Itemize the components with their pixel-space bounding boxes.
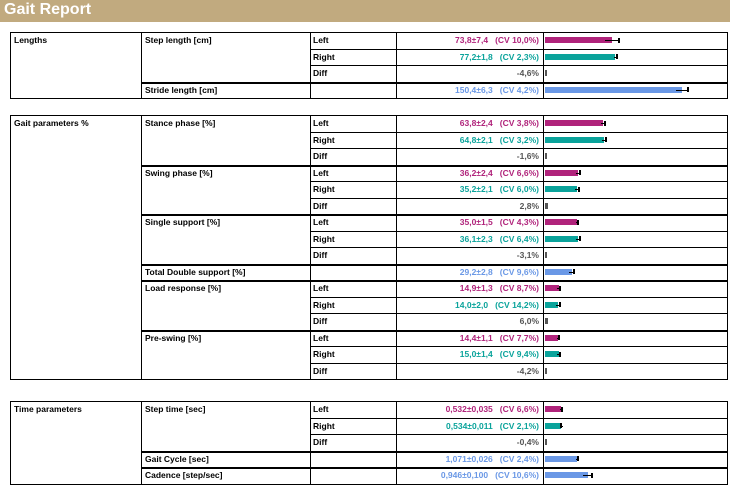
- value-cell: [396, 420, 539, 432]
- side-label: Diff: [313, 437, 328, 447]
- column-divider: [310, 401, 311, 485]
- error-cap: [577, 220, 579, 225]
- side-label: Right: [313, 184, 335, 194]
- side-label: Diff: [313, 200, 328, 211]
- row-divider: [310, 49, 728, 50]
- stat-value: 150,4±6,3: [455, 84, 493, 95]
- column-divider: [141, 32, 142, 99]
- value-bar: [545, 54, 615, 60]
- value-bar: [545, 186, 577, 192]
- error-cap: [559, 302, 561, 307]
- stat-value: 14,9±1,3: [459, 283, 493, 293]
- cv-value: (CV 8,7%): [499, 283, 539, 293]
- error-cap: [561, 407, 563, 412]
- error-cap: [560, 423, 562, 428]
- row-divider: [310, 247, 728, 248]
- value-cell: [396, 348, 539, 360]
- stat-value: -4,6%: [516, 68, 539, 78]
- param-label: Load response [%]: [145, 283, 222, 293]
- value-cell: [396, 403, 539, 415]
- row-divider: [310, 434, 728, 435]
- stat-value: 6,0%: [519, 316, 539, 326]
- cv-value: (CV 6,6%): [499, 167, 539, 178]
- error-cap: [616, 54, 618, 59]
- stat-value: 14,4±1,1: [459, 332, 493, 343]
- error-cap: [604, 121, 606, 126]
- value-bar: [545, 472, 588, 478]
- stat-value: 63,8±2,4: [459, 118, 493, 128]
- param-label: Single support [%]: [145, 217, 221, 227]
- param-label: Stance phase [%]: [145, 118, 216, 128]
- cv-value: (CV 9,6%): [499, 266, 539, 277]
- value-bar: [545, 37, 612, 43]
- side-label: Right: [313, 299, 335, 310]
- side-label: Left: [313, 35, 329, 45]
- column-divider: [141, 401, 142, 485]
- value-cell: [396, 150, 539, 162]
- side-label: Left: [313, 283, 329, 293]
- value-bar: [545, 137, 604, 143]
- stat-value: 1,071±0,026: [445, 453, 493, 464]
- stat-value: 35,0±1,5: [459, 217, 493, 227]
- stat-value: 15,0±1,4: [459, 349, 493, 359]
- cv-value: (CV 6,6%): [499, 404, 539, 414]
- cv-value: (CV 7,7%): [499, 332, 539, 343]
- stat-value: 77,2±1,8: [459, 51, 493, 62]
- stat-value: -4,2%: [516, 365, 539, 376]
- side-label: Diff: [313, 250, 328, 260]
- side-label: Right: [313, 349, 335, 359]
- stat-value: 0,534±0,011: [446, 420, 493, 431]
- value-cell: [396, 469, 539, 481]
- value-cell: [396, 249, 539, 261]
- side-label: Right: [313, 51, 335, 62]
- stat-value: -1,6%: [516, 151, 539, 161]
- param-label: Swing phase [%]: [145, 167, 213, 178]
- param-label: Cadence [step/sec]: [145, 470, 223, 480]
- value-cell: [396, 67, 539, 79]
- side-label: Diff: [313, 68, 328, 78]
- cv-value: (CV 2,3%): [499, 51, 539, 62]
- value-cell: [396, 200, 539, 212]
- param-label: Gait Cycle [sec]: [145, 453, 209, 464]
- row-divider: [310, 148, 728, 149]
- value-cell: [396, 299, 539, 311]
- value-bar: [545, 368, 547, 374]
- value-cell: [396, 266, 539, 278]
- value-cell: [396, 51, 539, 63]
- stat-value: -0,4%: [516, 437, 539, 447]
- value-bar: [545, 87, 682, 93]
- error-cap: [559, 286, 561, 291]
- cv-value: (CV 14,2%): [495, 299, 539, 310]
- value-cell: [396, 365, 539, 377]
- report-header: [0, 0, 730, 22]
- value-bar: [545, 406, 561, 412]
- row-divider: [310, 132, 728, 133]
- value-bar: [545, 170, 578, 176]
- stat-value: 36,2±2,4: [459, 167, 493, 178]
- value-cell: [396, 233, 539, 245]
- error-cap: [579, 170, 581, 175]
- side-label: Right: [313, 134, 335, 145]
- cv-value: (CV 2,4%): [499, 453, 539, 464]
- value-bar: [545, 439, 547, 445]
- stat-value: 14,0±2,0: [455, 299, 489, 310]
- side-label: Diff: [313, 365, 328, 376]
- param-label: Step time [sec]: [145, 404, 206, 414]
- stat-value: 0,946±0,100: [440, 470, 489, 480]
- value-cell: [396, 282, 539, 294]
- value-cell: [396, 315, 539, 327]
- stat-value: 2,8%: [519, 200, 539, 211]
- value-bar: [545, 219, 577, 225]
- row-divider: [310, 181, 728, 182]
- row-divider: [310, 363, 728, 364]
- param-label: Stride length [cm]: [145, 84, 218, 95]
- cv-value: (CV 6,4%): [499, 233, 539, 244]
- value-bar: [545, 236, 578, 242]
- side-label: Right: [313, 420, 335, 431]
- row-divider: [310, 346, 728, 347]
- stat-value: 35,2±2,1: [459, 184, 493, 194]
- error-cap: [579, 236, 581, 241]
- value-bar: [545, 120, 603, 126]
- cv-value: (CV 4,2%): [499, 84, 539, 95]
- value-cell: [396, 216, 539, 228]
- cv-value: (CV 10,6%): [495, 470, 539, 480]
- param-label: Total Double support [%]: [145, 266, 246, 277]
- value-bar: [545, 70, 547, 76]
- section-label: Gait parameters %: [14, 118, 89, 128]
- cv-value: (CV 9,4%): [499, 349, 539, 359]
- value-bar: [545, 269, 572, 275]
- stat-value: 0,532±0,035: [445, 404, 493, 414]
- error-bar: [605, 40, 618, 41]
- cv-value: (CV 6,0%): [499, 184, 539, 194]
- row-divider: [310, 313, 728, 314]
- side-label: Diff: [313, 316, 328, 326]
- report-title: Gait Report: [4, 1, 92, 18]
- side-label: Left: [313, 217, 329, 227]
- side-label: Left: [313, 332, 329, 343]
- section-label: Lengths: [14, 35, 48, 45]
- error-cap: [605, 137, 607, 142]
- side-label: Left: [313, 167, 329, 178]
- error-cap: [687, 87, 689, 92]
- column-divider: [141, 115, 142, 380]
- section-label: Time parameters: [14, 404, 82, 414]
- row-divider: [310, 231, 728, 232]
- row-divider: [310, 418, 728, 419]
- value-cell: [396, 453, 539, 465]
- value-cell: [396, 117, 539, 129]
- stat-value: 73,8±7,4: [455, 35, 489, 45]
- error-cap: [591, 473, 593, 478]
- value-bar: [545, 423, 561, 429]
- param-label: Step length [cm]: [145, 35, 212, 45]
- side-label: Left: [313, 404, 329, 414]
- stat-value: 64,8±2,1: [459, 134, 493, 145]
- cv-value: (CV 4,3%): [499, 217, 539, 227]
- value-bar: [545, 203, 548, 209]
- stat-value: -3,1%: [516, 250, 539, 260]
- value-cell: [396, 167, 539, 179]
- value-cell: [396, 34, 539, 46]
- value-bar: [545, 456, 577, 462]
- side-label: Right: [313, 233, 335, 244]
- value-bar: [545, 318, 548, 324]
- cv-value: (CV 2,1%): [499, 420, 539, 431]
- cv-value: (CV 3,8%): [499, 118, 539, 128]
- value-bar: [545, 153, 547, 159]
- side-label: Diff: [313, 151, 328, 161]
- error-cap: [577, 456, 579, 461]
- cv-value: (CV 3,2%): [499, 134, 539, 145]
- row-divider: [310, 65, 728, 66]
- error-cap: [559, 352, 561, 357]
- value-cell: [396, 183, 539, 195]
- error-cap: [618, 38, 620, 43]
- error-cap: [578, 187, 580, 192]
- value-cell: [396, 84, 539, 96]
- error-cap: [573, 269, 575, 274]
- row-divider: [310, 198, 728, 199]
- error-cap: [558, 335, 560, 340]
- column-divider: [543, 401, 544, 485]
- row-divider: [310, 297, 728, 298]
- side-label: Left: [313, 118, 329, 128]
- stat-value: 29,2±2,8: [459, 266, 493, 277]
- stat-value: 36,1±2,3: [459, 233, 493, 244]
- value-cell: [396, 436, 539, 448]
- value-bar: [545, 252, 547, 258]
- param-label: Pre-swing [%]: [145, 332, 202, 343]
- value-cell: [396, 332, 539, 344]
- cv-value: (CV 10,0%): [495, 35, 539, 45]
- section-table: [10, 401, 728, 485]
- value-cell: [396, 134, 539, 146]
